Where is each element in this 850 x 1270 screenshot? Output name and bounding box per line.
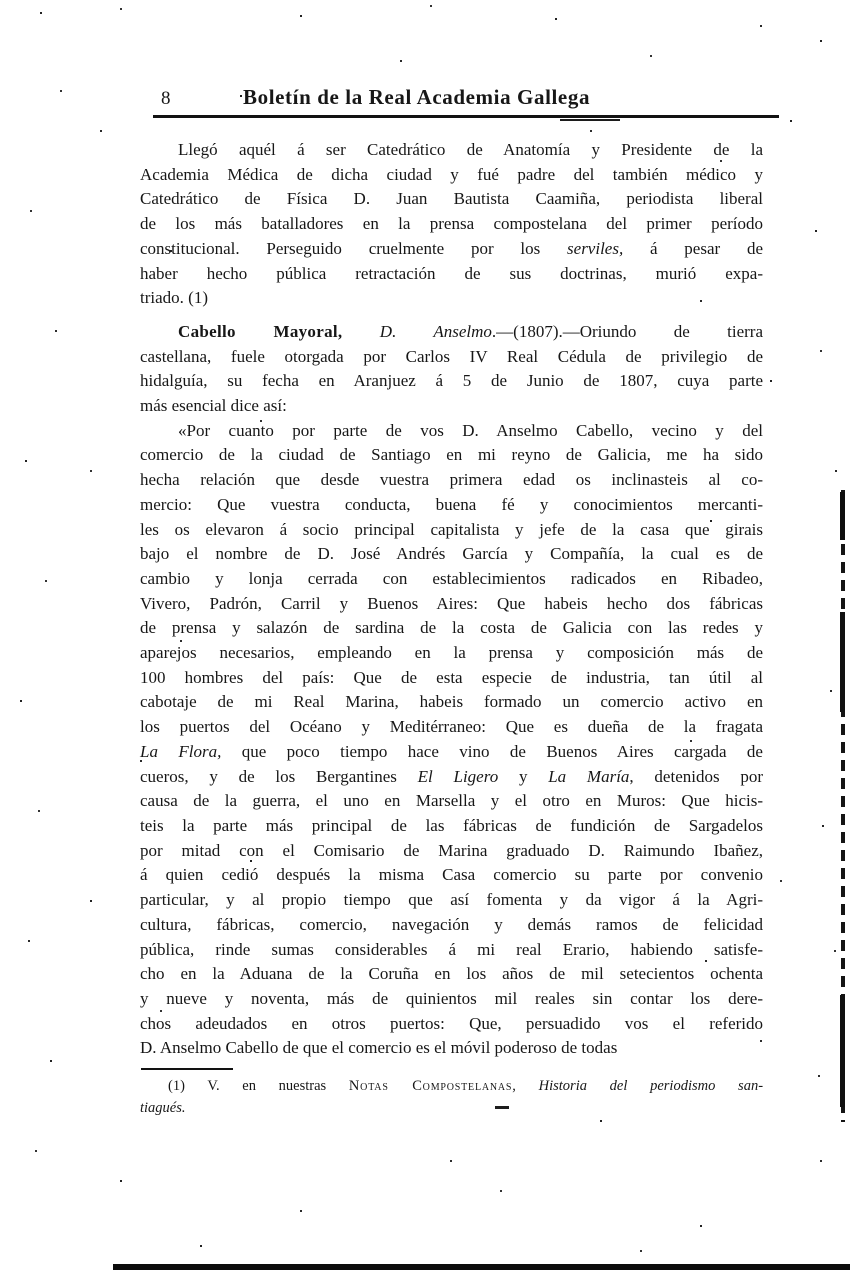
text-line (140, 1036, 763, 1061)
text-segment (342, 322, 379, 341)
text-line (140, 690, 763, 715)
text-line (140, 938, 763, 963)
text-segment-i: Historia del periodismo san- (538, 1078, 764, 1094)
text-line (140, 320, 763, 345)
text-line (140, 666, 763, 691)
text-segment: cambio y lonja cerrada con establecimientos radicados en Ribadeo, (140, 568, 763, 588)
page-number: 8 (161, 88, 171, 109)
text-line (140, 987, 763, 1012)
text-segment: los puertos del Océano y Meditérraneo: Que es dueña de la fragata (140, 717, 763, 737)
paragraph-entry-cabello-mayoral (140, 320, 763, 419)
text-line (140, 839, 763, 864)
paragraph-intro (140, 138, 763, 311)
text-segment: triado. (1) (140, 288, 208, 308)
footnote-separator (141, 1068, 233, 1070)
text-segment: Academia Médica de dicha ciudad y fué padre del también médico y (140, 164, 763, 184)
scan-edge-bar (113, 1264, 850, 1270)
text-line (140, 468, 763, 493)
text-line (140, 740, 763, 765)
journal-title: Boletín de la Real Academia Gallega (243, 85, 591, 109)
text-line (140, 163, 763, 188)
text-segment: cueros, y de los Bergantines (140, 766, 418, 786)
text-segment-i: D. Anselmo (379, 321, 492, 341)
footnote-line (140, 1097, 763, 1119)
text-segment: á quien cedió después la misma Casa comercio su parte por convenio (140, 865, 763, 885)
text-segment: constitucional. Perseguido cruelmente por los (140, 238, 568, 258)
text-line (140, 443, 763, 468)
footnote-line (140, 1075, 763, 1097)
text-segment: particular, y al propio tiempo que así fomenta y da vigor á la Agri- (140, 890, 763, 910)
text-segment: y (498, 766, 549, 786)
text-segment: pública, rinde sumas considerables á mi real Erario, habiendo satisfe- (140, 939, 763, 959)
text-segment: hidalguía, su fecha en Aranjuez á 5 de Junio de 1807, cuya parte (140, 371, 763, 391)
scan-streak-segment (840, 492, 845, 540)
text-segment: , detenidos por (629, 766, 763, 786)
text-segment: más esencial dice así: (140, 396, 287, 416)
header-rule (153, 115, 779, 118)
text-line (140, 187, 763, 212)
text-segment-i: La María (548, 766, 630, 786)
text-segment-i: tiagués. (140, 1100, 186, 1116)
scan-stray-mark (495, 1106, 509, 1109)
text-segment: haber hecho pública retractación de sus doctrinas, murió expa- (140, 263, 763, 283)
scan-noise-speckles (0, 0, 2, 2)
text-line (140, 863, 763, 888)
text-line (140, 814, 763, 839)
page-body (140, 138, 763, 1061)
text-segment: cultura, fábricas, comercio, navegación y demás ramos de felicidad (140, 914, 763, 934)
scan-streak-segment (840, 612, 845, 712)
text-line (140, 888, 763, 913)
text-segment: 100 hombres del país: Que de esta especie de industria, tan útil al (140, 667, 763, 687)
text-line (140, 138, 763, 163)
text-line (140, 518, 763, 543)
text-line (140, 212, 763, 237)
text-segment: D. Anselmo Cabello de que el comercio es el móvil poderoso de todas (140, 1038, 618, 1058)
text-line (140, 962, 763, 987)
text-segment: teis la parte más principal de las fábricas de fundición de Sargadelos (140, 815, 763, 835)
text-segment: á pesar de (623, 238, 763, 258)
text-segment: y nueve y noventa, más de quinientos mil reales sin contar los dere- (140, 988, 763, 1008)
text-line (140, 567, 763, 592)
text-segment: de prensa y salazón de sardina de la costa de Galicia con las redes y (140, 618, 763, 638)
text-segment: mercio: Que vuestra conducta, buena fé y conocimientos mercanti- (140, 494, 763, 514)
text-line (140, 369, 763, 394)
text-segment-sc: Notas Compostelanas (348, 1078, 513, 1094)
text-line (140, 765, 763, 790)
text-segment-b: Cabello Mayoral, (178, 321, 343, 341)
text-line (140, 592, 763, 617)
text-line (140, 542, 763, 567)
text-line (140, 237, 763, 262)
text-line (140, 616, 763, 641)
text-segment: cabotaje de mi Real Marina, habeis formado un comercio activo en (140, 692, 763, 712)
header-rule-fragment (560, 119, 620, 121)
text-line (140, 419, 763, 444)
text-line (140, 262, 763, 287)
text-segment: que poco tiempo hace vino de Buenos Aires cargada de (221, 741, 763, 761)
text-segment: , (512, 1078, 539, 1094)
text-segment: cho en la Aduana de la Coruña en los años de mil setecientos ochenta (140, 964, 763, 984)
text-line (140, 913, 763, 938)
text-segment: les os elevaron á socio principal capitalista y jefe de la casa que girais (140, 519, 763, 539)
text-line (140, 1012, 763, 1037)
text-segment: (1) V. en nuestras (168, 1078, 349, 1094)
text-segment: hecha relación que desde vuestra primera edad os inclinasteis al co- (140, 470, 763, 490)
text-segment: chos adeudados en otros puertos: Que, persuadido vos el referido (140, 1013, 763, 1033)
text-segment: «Por cuanto por parte de vos D. Anselmo Cabello, vecino y del (178, 420, 763, 440)
text-segment: de los más batalladores en la prensa compostelana del primer período (140, 214, 763, 234)
paragraph-royal-decree-quote (140, 419, 763, 1061)
text-segment: por mitad con el Comisario de Marina graduado D. Raimundo Ibañez, (140, 840, 763, 860)
text-segment-i: La Flora, (140, 741, 222, 761)
text-segment: aparejos necesarios, empleando en la prensa y composición más de (140, 643, 763, 663)
text-segment-i: El Ligero (417, 766, 499, 786)
text-line (140, 345, 763, 370)
text-line (140, 789, 763, 814)
text-segment: Catedrático de Física D. Juan Bautista Caamiña, periodista liberal (140, 189, 763, 209)
scan-streak-segment (840, 995, 845, 1107)
text-segment: .—(1807).—Oriundo de tierra (491, 321, 764, 341)
text-line (140, 493, 763, 518)
text-segment: Vivero, Padrón, Carril y Buenos Aires: Que habeis hecho dos fábricas (140, 593, 763, 613)
text-line (140, 286, 763, 311)
text-line (140, 394, 763, 419)
footnote (140, 1075, 763, 1119)
text-segment: castellana, fuele otorgada por Carlos IV Real Cédula de privilegio de (140, 346, 763, 366)
text-segment: Llegó aquél á ser Catedrático de Anatomía y Presidente de la (178, 140, 763, 159)
text-segment: bajo el nombre de D. José Andrés García y Compañía, la cual es de (140, 544, 763, 564)
text-segment: causa de la guerra, el uno en Marsella y el otro en Muros: Que hicis- (140, 791, 763, 811)
text-line (140, 715, 763, 740)
text-segment-i: serviles, (567, 238, 624, 258)
text-line (140, 641, 763, 666)
text-segment: comercio de la ciudad de Santiago en mi reyno de Galicia, me ha sido (140, 445, 763, 465)
